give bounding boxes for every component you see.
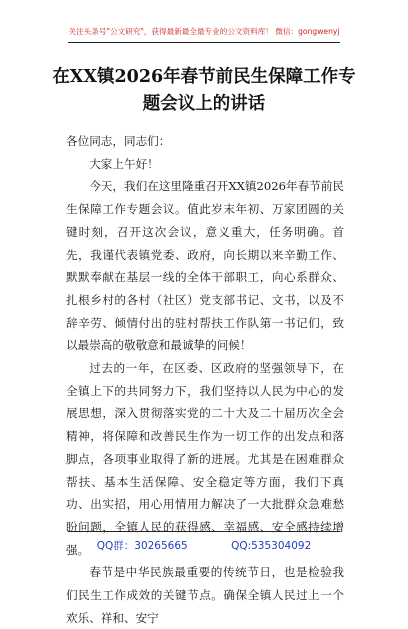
- footer: [0, 538, 408, 553]
- title-line-1: 在XX镇2026年春节前民生保障工作专: [52, 67, 356, 87]
- footer-qq-group: QQ群：30265665: [96, 540, 188, 552]
- greeting: 大家上午好！: [89, 156, 159, 171]
- title-line-2: 题会议上的讲话: [142, 94, 266, 114]
- document-body: [66, 130, 344, 629]
- footer-qq-contact: QQ:535304092: [231, 540, 312, 552]
- footer-divider: [68, 531, 340, 532]
- salutation: 各位同志，同志们：: [66, 134, 171, 148]
- header-banner: 关注头条号"公文研究"，获得最新最全最专业的公文资料库！ 微信：gongwenyj: [68, 27, 340, 36]
- paragraph-3: 春节是中华民族最重要的传统节日，也是检验我们民生工作成效的关键节点。确保全镇人民过上一个欢乐、祥和、安宁: [66, 565, 344, 625]
- paragraph-1: 今天，我们在这里隆重召开XX镇2026年春节前民生保障工作专题会议。值此岁末年初、万家团圆的关键时刻，召开这次会议，意义重大，任务明确。首先，我谨代表镇党委、政府，向长期以来辛勤工作、默默奉献在基层一线的全体干部职工，向心系群众、扎根乡村的各村（社区）党支部书记、文书，以及不辞辛劳、倾情付出的驻村帮扶工作队第一书记们，致以最崇高的敬敬意和最诚挚的问候！: [66, 179, 344, 353]
- document-title: [40, 64, 368, 118]
- paragraph-2: 过去的一年，在区委、区政府的坚强领导下，在全镇上下的共同努力下，我们坚持以人民为中心的发展思想，深入贯彻落实党的二十大及二十届历次全会精神，将保障和改善民生作为一切工作的出发点和落脚点，各项事业取得了新的进展。尤其是在困难群众帮扶、基本生活保障、安全稳定等方面，我们下真功、出实招，用心用情用力解决了一大批群众急难愁盼问题，全镇人民的获得感、幸福感、安全感持续增强。: [66, 361, 344, 557]
- header-divider: [68, 42, 340, 43]
